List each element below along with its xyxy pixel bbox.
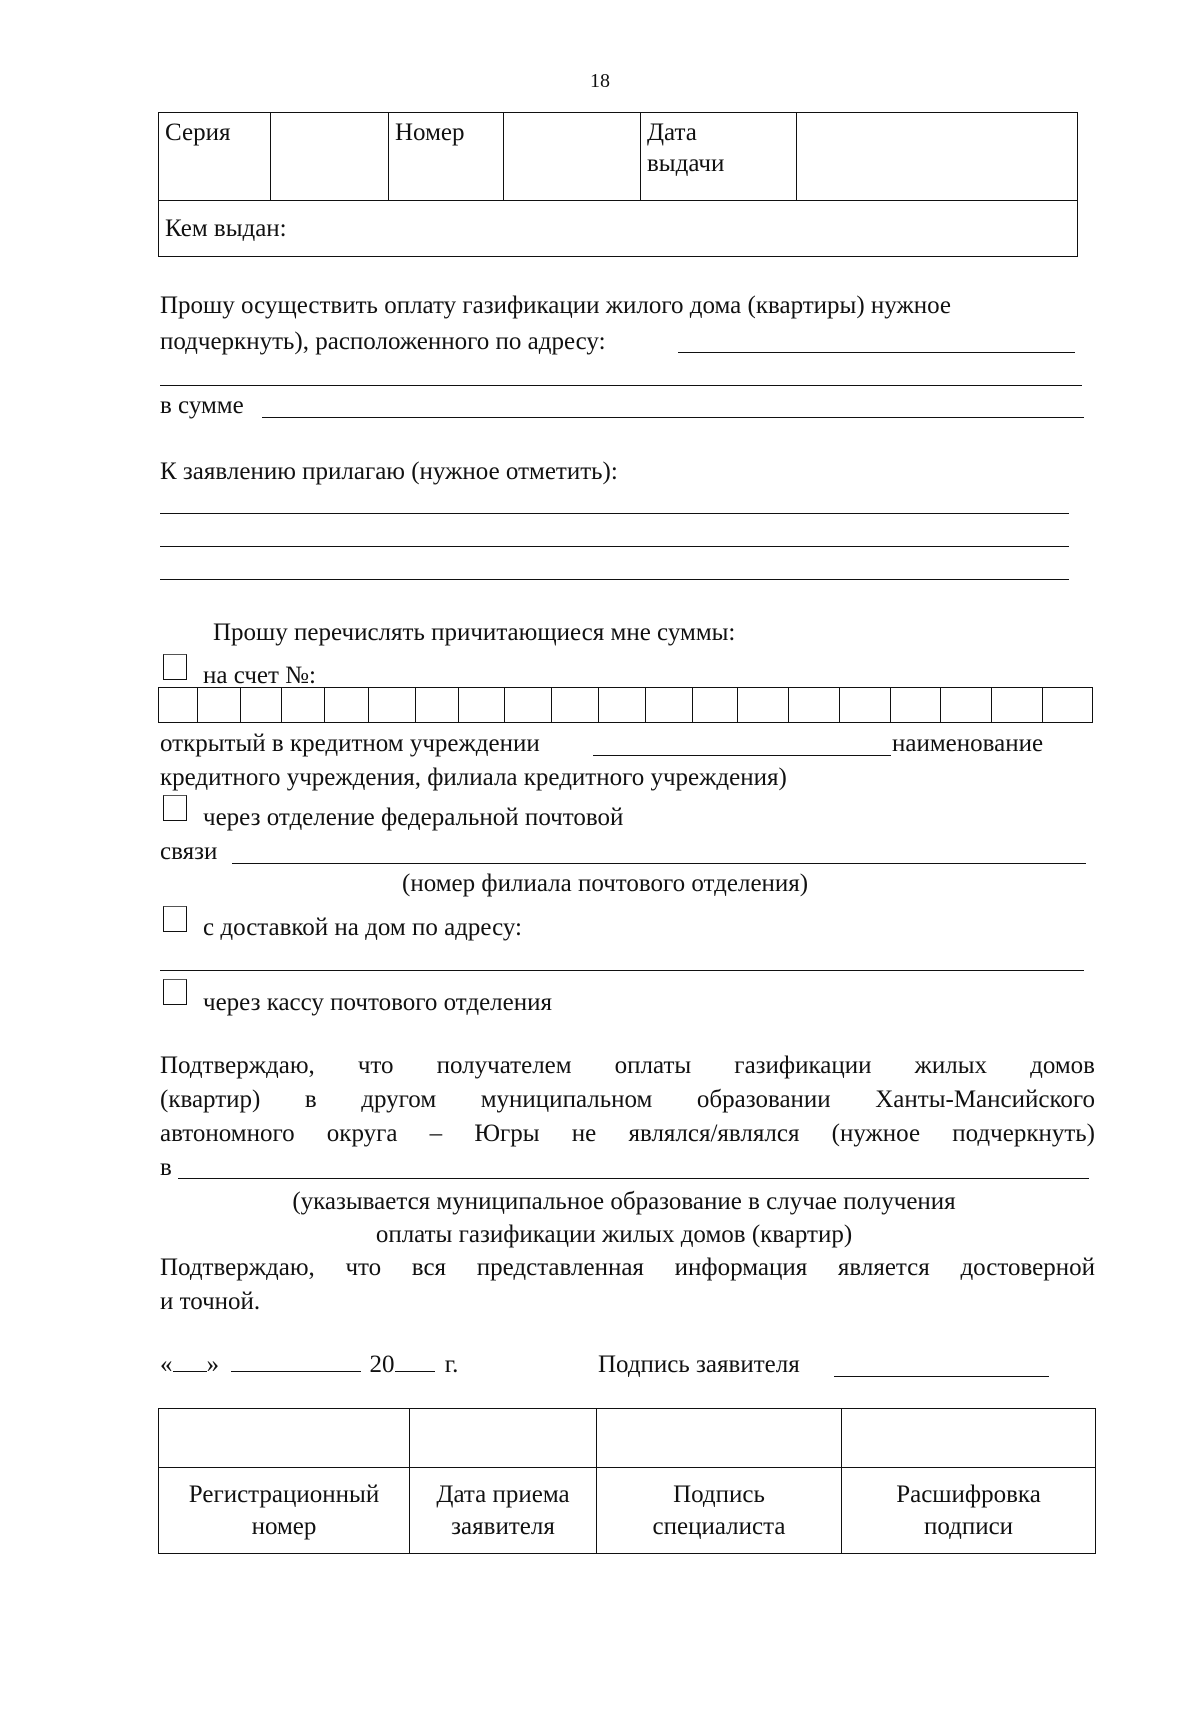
passport-table xyxy=(158,112,1078,257)
specialist-signature-field[interactable] xyxy=(597,1409,842,1468)
account-digit-cell[interactable] xyxy=(840,688,891,723)
attachments-label: К заявлению прилагаю (нужное отметить): xyxy=(160,458,618,485)
account-digit-cell[interactable] xyxy=(991,688,1042,723)
municipality-field[interactable] xyxy=(178,1178,1089,1179)
bank-line2: кредитного учреждения, филиала кредитного учреждения) xyxy=(160,764,787,791)
series-label: Серия xyxy=(159,113,271,201)
account-digit-cell[interactable] xyxy=(415,688,458,723)
registration-number-field[interactable] xyxy=(159,1409,410,1468)
bank-line-prefix: открытый в кредитном учреждении xyxy=(160,730,540,757)
registration-number-header xyxy=(159,1468,410,1554)
account-digit-cell[interactable] xyxy=(789,688,840,723)
cash-desk-checkbox[interactable] xyxy=(163,979,187,1005)
signature-decryption-header-line2: подписи xyxy=(923,1512,1014,1540)
account-digit-cell[interactable] xyxy=(738,688,789,723)
date-day-field[interactable] xyxy=(173,1371,207,1372)
applicant-signature-label: Подпись заявителя xyxy=(598,1351,800,1378)
account-digit-cell[interactable] xyxy=(693,688,738,723)
request-line1: Прошу осуществить оплату газификации жилого дома (квартиры) нужное xyxy=(160,292,952,319)
specialist-signature-header xyxy=(597,1468,842,1554)
receipt-date-field[interactable] xyxy=(410,1409,597,1468)
account-digit-cell[interactable] xyxy=(325,688,369,723)
attachment-line-2[interactable] xyxy=(160,546,1069,547)
home-delivery-label: с доставкой на дом по адресу: xyxy=(203,914,523,941)
confirmation2-line1: Подтверждаю, что вся представленная информация является достоверной xyxy=(160,1254,1095,1281)
confirmation2-line2: и точной. xyxy=(160,1288,261,1315)
date-year-suffix: г. xyxy=(444,1351,459,1378)
signature-decryption-field[interactable] xyxy=(842,1409,1096,1468)
attachment-line-1[interactable] xyxy=(160,513,1069,514)
confirmation-line2: (квартир) в другом муниципальном образовании Ханты-Мансийского xyxy=(160,1086,1095,1113)
account-digit-cell[interactable] xyxy=(241,688,282,723)
signature-decryption-header xyxy=(842,1468,1096,1554)
number-label: Номер xyxy=(389,113,504,201)
account-digit-cell[interactable] xyxy=(198,688,241,723)
municipality-caption-line1: (указывается муниципальное образование в случае получения xyxy=(292,1188,956,1215)
address-field[interactable] xyxy=(678,352,1075,353)
issued-by-label: Кем выдан: xyxy=(165,214,287,242)
post-office-caption: (номер филиала почтового отделения) xyxy=(402,870,809,897)
confirmation-line1: Подтверждаю, что получателем оплаты газификации жилых домов xyxy=(160,1052,1095,1079)
date-open-quote: « xyxy=(160,1351,173,1378)
payment-heading: Прошу перечислять причитающиеся мне суммы: xyxy=(213,619,736,646)
receipt-date-header xyxy=(410,1468,597,1554)
receipt-date-header-line1: Дата приема xyxy=(436,1480,570,1508)
account-digit-cell[interactable] xyxy=(504,688,551,723)
home-delivery-checkbox[interactable] xyxy=(163,906,187,932)
specialist-signature-header-line2: специалиста xyxy=(652,1512,786,1540)
account-digit-cell[interactable] xyxy=(458,688,504,723)
date-month-field[interactable] xyxy=(231,1371,361,1372)
account-digit-cell[interactable] xyxy=(645,688,692,723)
applicant-signature-field[interactable] xyxy=(834,1376,1049,1377)
registration-table xyxy=(158,1408,1096,1554)
registration-number-header-line1: Регистрационный xyxy=(188,1480,380,1508)
address-field-continued[interactable] xyxy=(160,385,1082,386)
bank-name-field[interactable] xyxy=(593,755,891,756)
request-line2: подчеркнуть), расположенного по адресу: xyxy=(160,328,606,355)
issue-date-label xyxy=(641,113,797,201)
issue-date-label-line2: выдачи xyxy=(647,150,725,178)
confirmation-line3: автономного округа – Югры не являлся/являлся (нужное подчеркнуть) xyxy=(160,1120,1095,1147)
home-address-field[interactable] xyxy=(160,970,1084,971)
account-digit-cell[interactable] xyxy=(551,688,598,723)
post-option-line2: связи xyxy=(160,838,218,865)
account-digit-cell[interactable] xyxy=(1042,688,1092,723)
date-close-quote: » xyxy=(206,1351,219,1378)
issued-by-row[interactable] xyxy=(159,201,1078,257)
specialist-signature-header-line1: Подпись xyxy=(673,1480,765,1508)
account-number-grid xyxy=(158,687,1093,723)
account-checkbox[interactable] xyxy=(163,654,187,680)
receipt-date-header-line2: заявителя xyxy=(451,1512,555,1540)
page-number: 18 xyxy=(590,70,610,92)
bank-line-suffix: наименование xyxy=(892,730,1044,757)
number-field[interactable] xyxy=(504,113,641,201)
cash-desk-label: через кассу почтового отделения xyxy=(203,989,552,1016)
account-digit-cell[interactable] xyxy=(369,688,415,723)
post-option-line1: через отделение федеральной почтовой xyxy=(203,804,624,831)
account-digit-cell[interactable] xyxy=(891,688,940,723)
municipality-caption-line2: оплаты газификации жилых домов (квартир) xyxy=(375,1221,853,1248)
account-label: на счет №: xyxy=(203,662,316,689)
date-year-prefix: 20 xyxy=(369,1351,395,1378)
registration-number-header-line2: номер xyxy=(251,1512,317,1540)
account-digit-cell[interactable] xyxy=(598,688,645,723)
series-field[interactable] xyxy=(271,113,389,201)
post-office-checkbox[interactable] xyxy=(163,795,187,821)
account-digit-cell[interactable] xyxy=(940,688,991,723)
issue-date-field[interactable] xyxy=(797,113,1078,201)
sum-label: в сумме xyxy=(160,392,244,419)
account-digit-cell[interactable] xyxy=(159,688,198,723)
municipality-in-label: в xyxy=(160,1154,172,1181)
attachment-line-3[interactable] xyxy=(160,579,1069,580)
date-year-field[interactable] xyxy=(395,1371,435,1372)
date-line xyxy=(160,1349,458,1382)
post-office-number-field[interactable] xyxy=(232,863,1086,864)
sum-field[interactable] xyxy=(262,417,1084,418)
issue-date-label-line1: Дата xyxy=(647,119,697,146)
account-digit-cell[interactable] xyxy=(282,688,325,723)
signature-decryption-header-line1: Расшифровка xyxy=(896,1480,1041,1508)
